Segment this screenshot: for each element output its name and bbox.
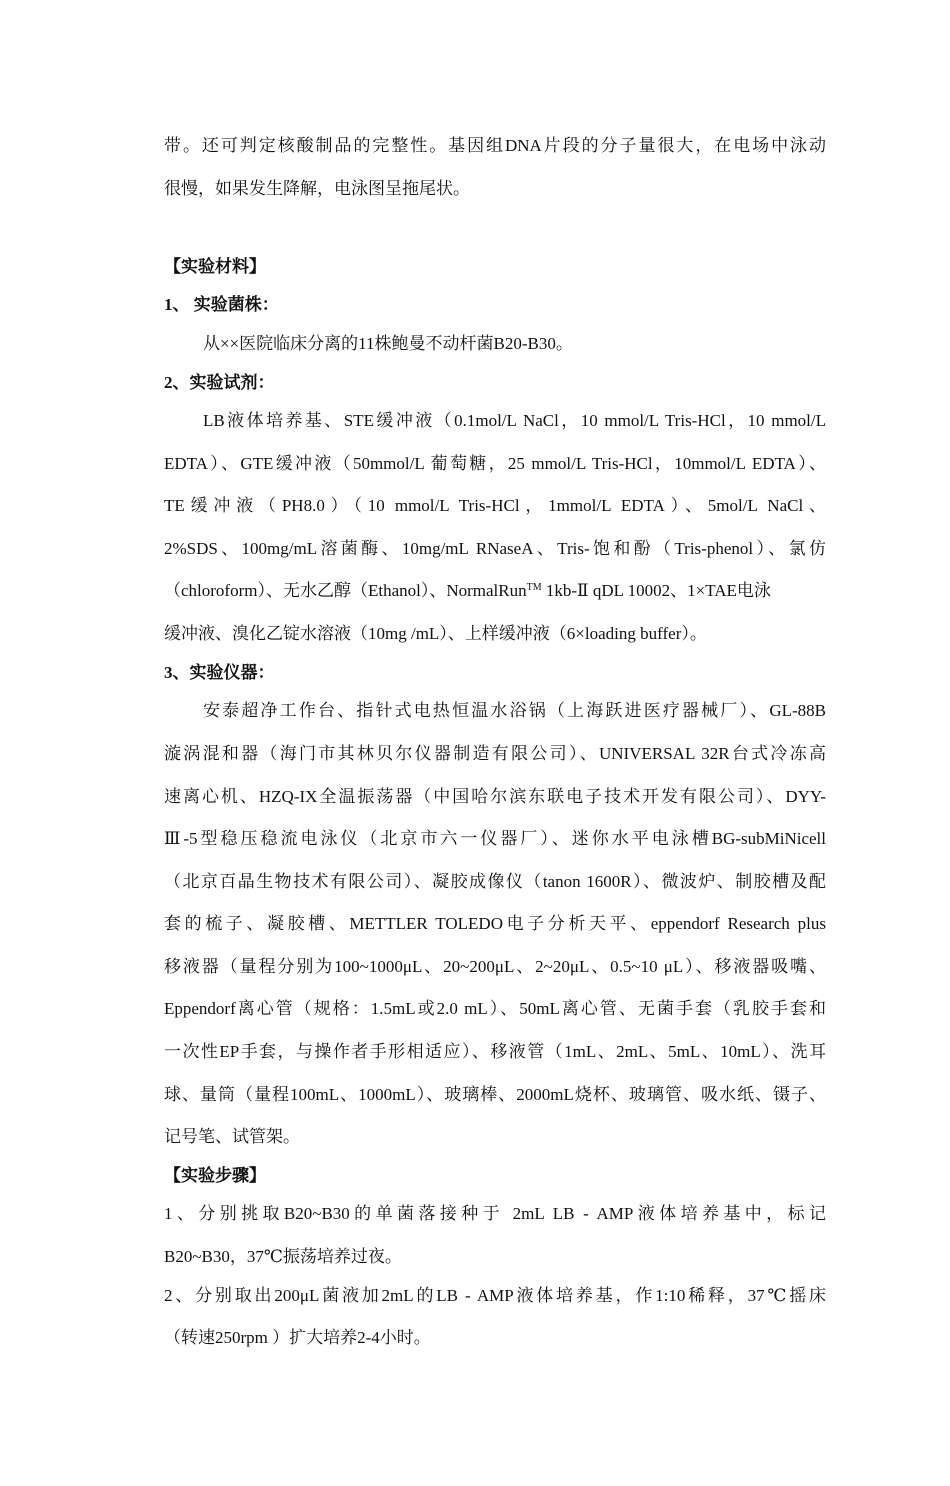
trademark-superscript: TM	[526, 582, 542, 593]
reagents-line-5-a: （chloroform）、无水乙醇（Ethanol）、NormalRun	[164, 581, 527, 600]
reagents-line-1: LB液体培养基、STE缓冲液（0.1mol/L NaCl，10 mmol/L Tris-HCl，10 mmol/L	[203, 411, 826, 430]
subheading-reagents: 2、实验试剂：	[164, 373, 275, 392]
instruments-line-11: 记号笔、试管架。	[164, 1127, 300, 1146]
instruments-line-4: Ⅲ-5型稳压稳流电泳仪（北京市六一仪器厂）、迷你水平电泳槽BG-subMiNicell	[164, 829, 826, 848]
reagents-line-5-b: 1kb-Ⅱ qDL 10002、1×TAE电泳	[541, 581, 771, 600]
instruments-line-8: Eppendorf离心管（规格：1.5mL或2.0 mL）、50mL离心管、无菌手套（乳胶手套和	[164, 999, 826, 1018]
instruments-line-9: 一次性EP手套，与操作者手形相适应）、移液管（1mL、2mL、5mL、10mL）、洗耳	[164, 1042, 826, 1061]
instruments-line-5: （北京百晶生物技术有限公司）、凝胶成像仪（tanon 1600R）、微波炉、制胶槽及配	[164, 872, 826, 891]
strain-text: 从××医院临床分离的11株鲍曼不动杆菌B20-B30。	[203, 334, 573, 353]
intro-line-2: 很慢，如果发生降解，电泳图呈拖尾状。	[164, 179, 470, 198]
step-2-line-1: 2、分别取出200μL菌液加2mL的LB - AMP液体培养基，作1:10稀释，37℃摇床	[164, 1286, 826, 1305]
instruments-line-3: 速离心机、HZQ-IX全温振荡器（中国哈尔滨东联电子技术开发有限公司）、DYY-	[164, 787, 826, 806]
instruments-line-10: 球、量筒（量程100mL、1000mL）、玻璃棒、2000mL烧杯、玻璃管、吸水纸、镊子、	[164, 1085, 826, 1104]
reagents-line-2: EDTA）、GTE缓冲液（50mmol/L 葡萄糖，25 mmol/L Tris-HCl，10mmol/L EDTA）、	[164, 454, 826, 473]
intro-line-1: 带。还可判定核酸制品的完整性。基因组DNA片段的分子量很大，在电场中泳动	[164, 136, 826, 155]
section-heading-materials: 【实验材料】	[164, 257, 266, 276]
instruments-line-2: 漩涡混和器（海门市其林贝尔仪器制造有限公司）、UNIVERSAL 32R台式冷冻高	[164, 744, 826, 763]
subheading-instruments: 3、实验仪器：	[164, 663, 275, 682]
instruments-line-1: 安泰超净工作台、指针式电热恒温水浴锅（上海跃进医疗器械厂）、GL-88B	[203, 701, 826, 720]
reagents-line-5	[164, 580, 826, 602]
instruments-line-6: 套的梳子、凝胶槽、METTLER TOLEDO电子分析天平、eppendorf Research plus	[164, 914, 826, 933]
step-2-line-2: （转速250rpm ）扩大培养2-4小时。	[164, 1328, 431, 1347]
section-heading-steps: 【实验步骤】	[164, 1166, 266, 1185]
step-1-line-2: B20~B30，37℃振荡培养过夜。	[164, 1247, 402, 1266]
instruments-line-7: 移液器（量程分别为100~1000μL、20~200μL、2~20μL、0.5~10 μL）、移液器吸嘴、	[164, 957, 826, 976]
step-1-line-1: 1、分别挑取B20~B30的单菌落接种于 2mL LB - AMP液体培养基中，标记	[164, 1204, 826, 1223]
reagents-line-3: TE缓冲液（PH8.0）（10 mmol/L Tris-HCl，1mmol/L EDTA）、5mol/L NaCl、	[164, 496, 826, 515]
reagents-line-4: 2%SDS、100mg/mL溶菌酶、10mg/mL RNaseA、Tris-饱和酚（Tris-phenol）、氯仿	[164, 539, 826, 558]
reagents-line-6: 缓冲液、溴化乙锭水溶液（10mg /mL）、上样缓冲液（6×loading buffer）。	[164, 624, 707, 643]
subheading-strains: 1、 实验菌株：	[164, 295, 279, 314]
